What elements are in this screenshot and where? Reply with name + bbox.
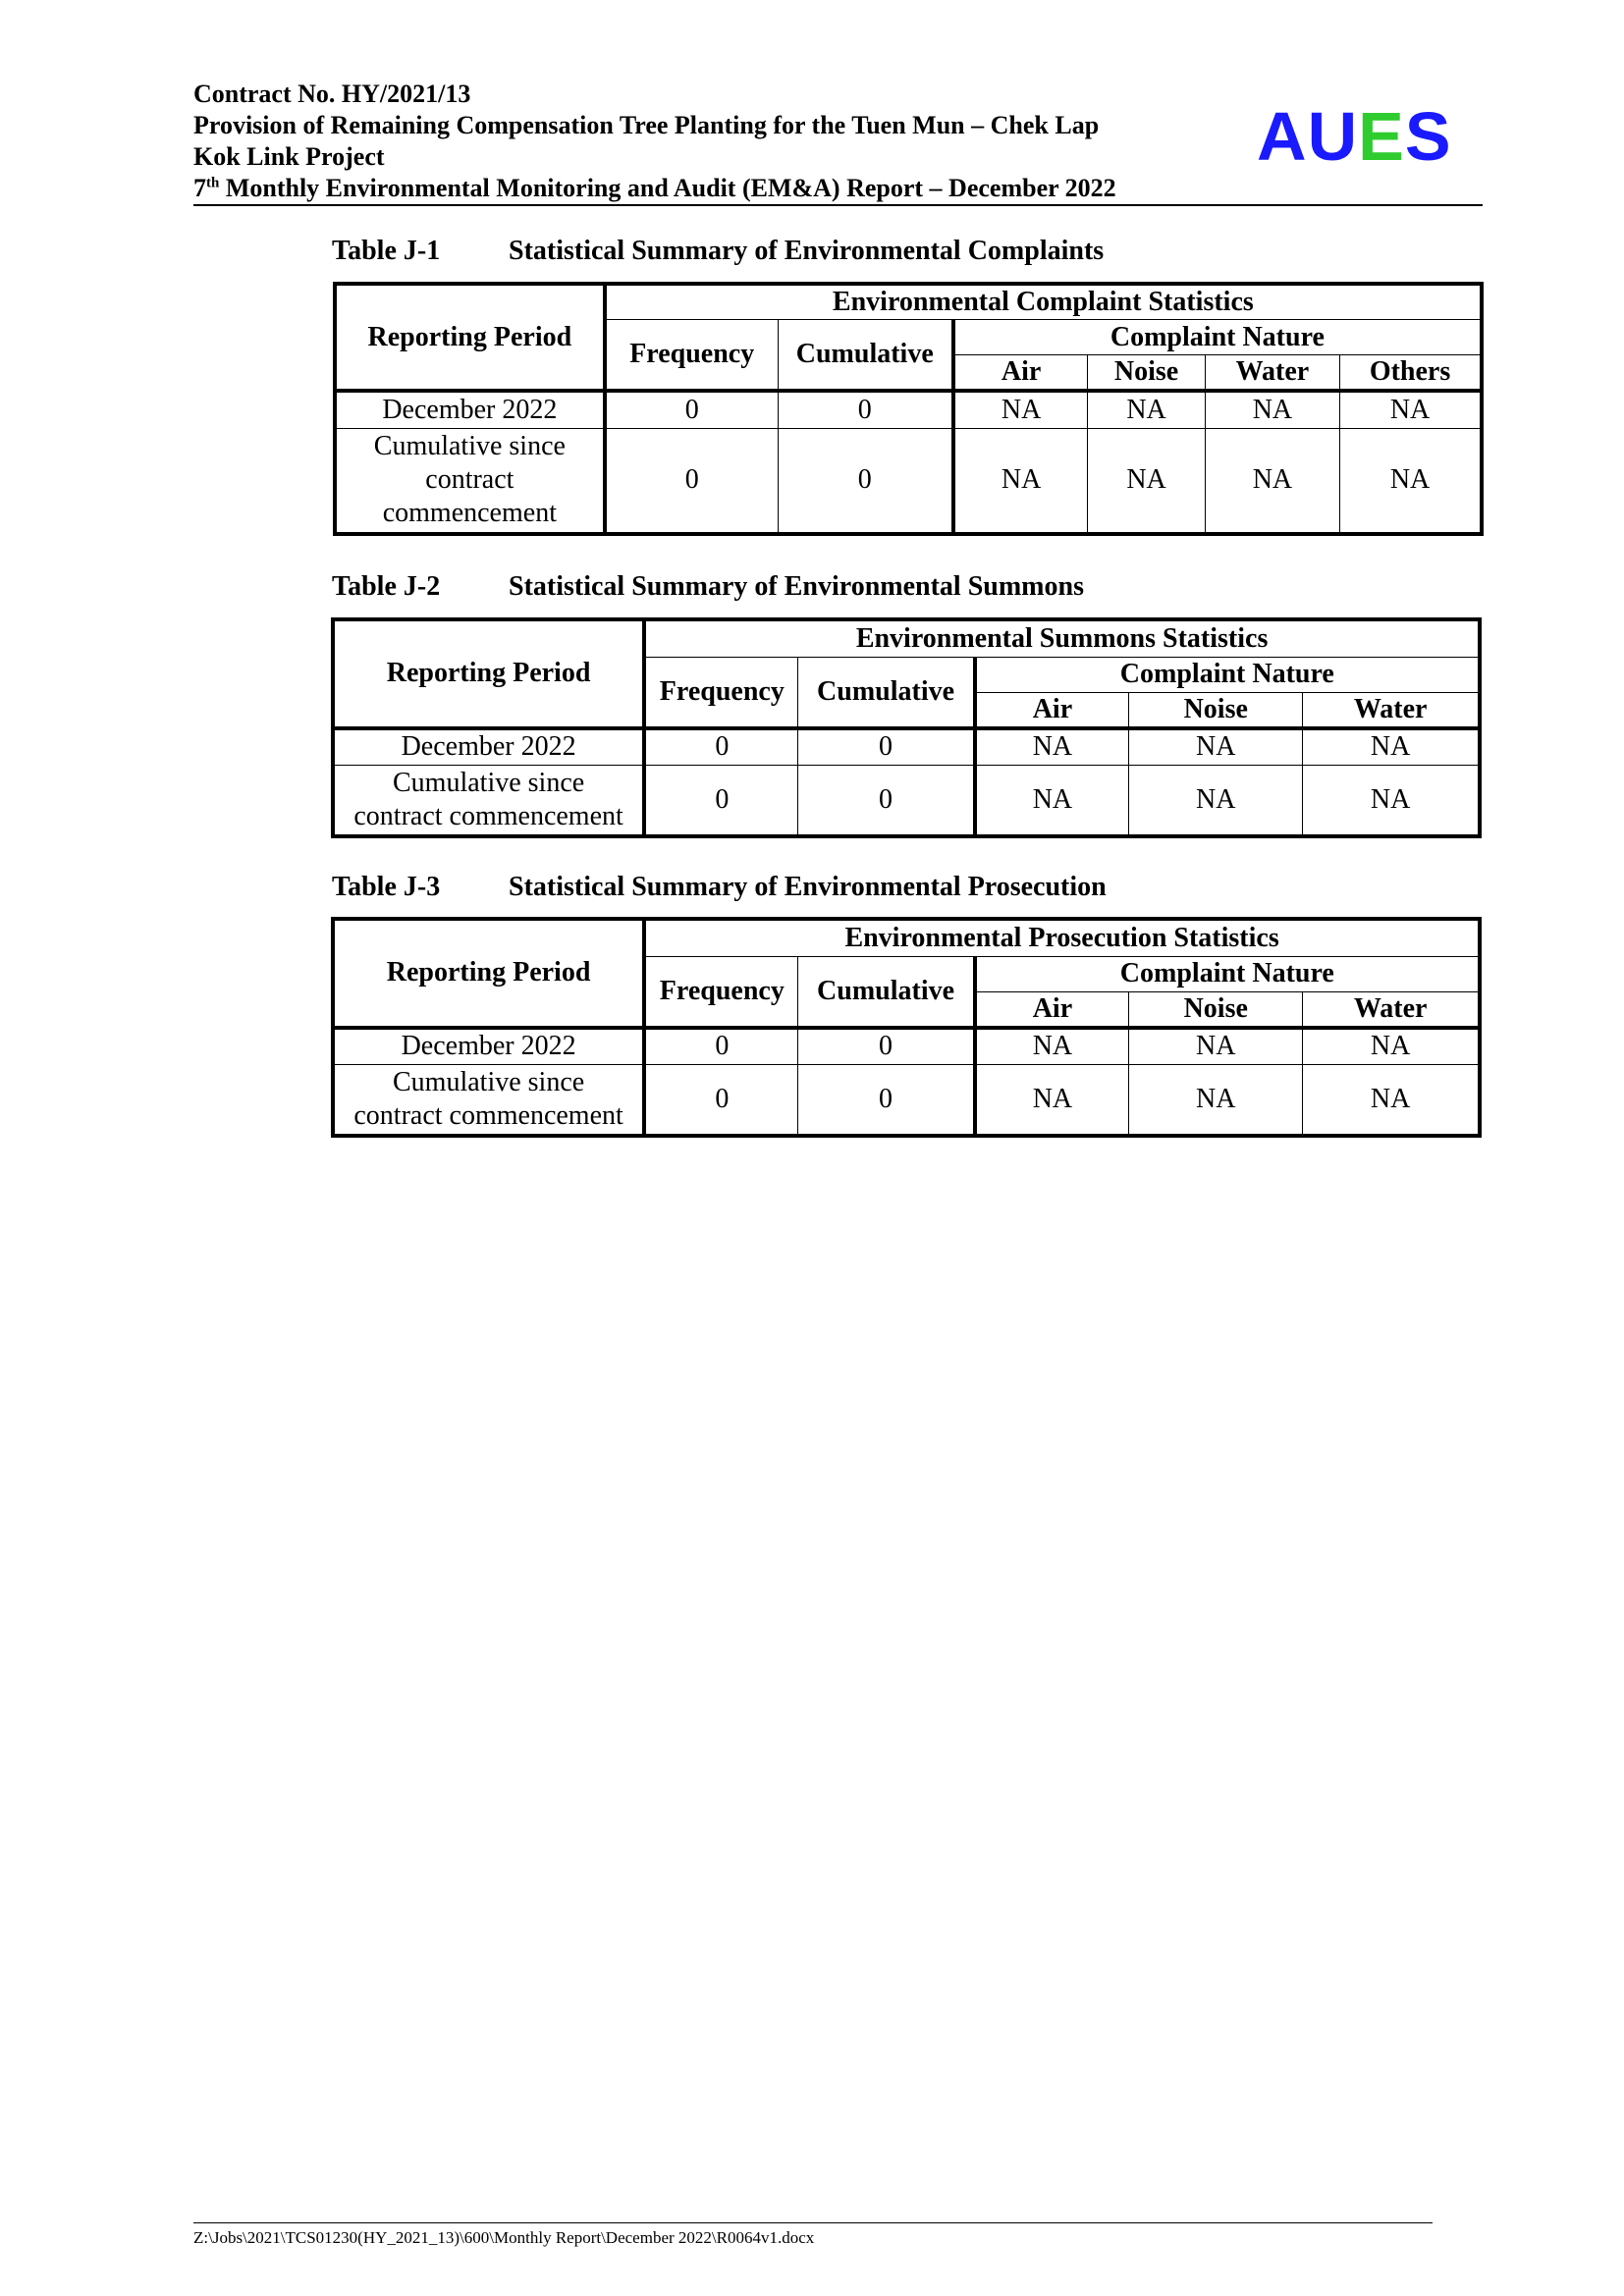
page-header — [193, 79, 1483, 206]
table-j2-row1-noise: NA — [1129, 728, 1303, 766]
table-j1-row2-air: NA — [953, 428, 1088, 534]
table-j2-nature-header: Complaint Nature — [975, 657, 1480, 692]
table-j2-label: Table J-2 — [332, 571, 441, 602]
table-j1-row2-others: NA — [1340, 428, 1482, 534]
table-j2-col-noise: Noise — [1129, 692, 1303, 728]
table-j3-row2-frequency: 0 — [644, 1065, 798, 1136]
table-j3-row1-water: NA — [1303, 1028, 1480, 1065]
table-j3-frequency-header: Frequency — [644, 956, 798, 1028]
table-j1-row2-cumulative: 0 — [778, 428, 953, 534]
report-title — [193, 173, 1215, 204]
aues-logo — [1257, 98, 1452, 175]
table-j1 — [333, 282, 1484, 536]
table-j1-row1-others: NA — [1340, 391, 1482, 428]
table-j2 — [331, 617, 1482, 838]
table-j3-row2-period: Cumulative since contract commencement — [333, 1065, 644, 1136]
table-j1-row1-period: December 2022 — [335, 391, 605, 428]
header-text-block — [193, 79, 1215, 204]
table-j2-col-water: Water — [1303, 692, 1480, 728]
table-j2-title: Statistical Summary of Environmental Summons — [509, 571, 1084, 602]
table-row — [333, 1065, 1480, 1136]
table-j1-row1-air: NA — [953, 391, 1088, 428]
table-j1-stats-header: Environmental Complaint Statistics — [605, 284, 1482, 320]
table-j2-row1-period: December 2022 — [333, 728, 644, 766]
table-j3-nature-header: Complaint Nature — [975, 956, 1480, 991]
project-title-line1: Provision of Remaining Compensation Tree Planting for the Tuen Mun – Chek Lap — [193, 111, 1100, 139]
report-title-text: Monthly Environmental Monitoring and Audit (EM&A) Report – December 2022 — [219, 174, 1116, 202]
table-j1-label: Table J-1 — [332, 236, 441, 266]
table-j1-row1-frequency: 0 — [605, 391, 779, 428]
table-j3 — [331, 917, 1482, 1138]
table-j1-title: Statistical Summary of Environmental Complaints — [509, 236, 1105, 266]
logo-letter-a: A — [1257, 98, 1308, 175]
table-j1-row2-noise: NA — [1088, 428, 1205, 534]
footer-divider — [193, 2222, 1433, 2223]
table-j1-cumulative-header: Cumulative — [778, 320, 953, 392]
table-j3-caption — [332, 872, 1107, 903]
table-j2-row2-cumulative: 0 — [798, 766, 975, 836]
logo-letter-e: E — [1358, 98, 1405, 175]
logo-letter-u: U — [1307, 98, 1359, 175]
table-j1-nature-header: Complaint Nature — [953, 320, 1482, 355]
table-j2-row1-frequency: 0 — [644, 728, 798, 766]
report-number: 7 — [193, 174, 206, 202]
table-row — [333, 766, 1480, 836]
table-row — [333, 1028, 1480, 1065]
table-j3-col-air: Air — [975, 991, 1129, 1028]
table-j3-title: Statistical Summary of Environmental Prosecution — [509, 872, 1107, 902]
table-j1-row1-water: NA — [1205, 391, 1339, 428]
table-j3-row1-frequency: 0 — [644, 1028, 798, 1065]
table-j3-row2-noise: NA — [1129, 1065, 1303, 1136]
table-j2-row2-frequency: 0 — [644, 766, 798, 836]
table-j1-row2-frequency: 0 — [605, 428, 779, 534]
table-j1-col-others: Others — [1340, 355, 1482, 392]
logo-letter-s: S — [1404, 98, 1452, 175]
table-j3-col-noise: Noise — [1129, 991, 1303, 1028]
table-j3-row1-air: NA — [975, 1028, 1129, 1065]
table-j3-period-header: Reporting Period — [333, 919, 644, 1028]
project-title-line2: Kok Link Project — [193, 142, 385, 171]
table-j2-row1-air: NA — [975, 728, 1129, 766]
table-j2-row1-cumulative: 0 — [798, 728, 975, 766]
table-j2-cumulative-header: Cumulative — [798, 657, 975, 728]
table-j2-period-header: Reporting Period — [333, 619, 644, 728]
table-j1-row2-water: NA — [1205, 428, 1339, 534]
table-row — [335, 391, 1482, 428]
table-j2-frequency-header: Frequency — [644, 657, 798, 728]
table-j1-col-air: Air — [953, 355, 1088, 392]
table-j1-row1-noise: NA — [1088, 391, 1205, 428]
table-j1-caption — [332, 236, 1104, 267]
table-j1-period-header: Reporting Period — [335, 284, 605, 391]
table-j3-col-water: Water — [1303, 991, 1480, 1028]
table-j3-row1-cumulative: 0 — [798, 1028, 975, 1065]
report-number-suffix: th — [206, 175, 220, 191]
table-j2-stats-header: Environmental Summons Statistics — [644, 619, 1480, 657]
table-j3-row1-noise: NA — [1129, 1028, 1303, 1065]
table-j3-stats-header: Environmental Prosecution Statistics — [644, 919, 1480, 956]
table-j1-col-noise: Noise — [1088, 355, 1205, 392]
contract-number: Contract No. HY/2021/13 — [193, 80, 471, 108]
table-j2-caption — [332, 571, 1084, 603]
table-j3-label: Table J-3 — [332, 872, 441, 902]
table-row — [335, 428, 1482, 534]
table-j1-col-water: Water — [1205, 355, 1339, 392]
table-j2-row2-air: NA — [975, 766, 1129, 836]
table-j1-row1-cumulative: 0 — [778, 391, 953, 428]
table-j3-row2-cumulative: 0 — [798, 1065, 975, 1136]
table-j2-row2-water: NA — [1303, 766, 1480, 836]
table-j3-cumulative-header: Cumulative — [798, 956, 975, 1028]
table-j3-row1-period: December 2022 — [333, 1028, 644, 1065]
footer-file-path: Z:\Jobs\2021\TCS01230(HY_2021_13)\600\Monthly Report\December 2022\R0064v1.docx — [193, 2228, 815, 2247]
table-j2-row2-period: Cumulative since contract commencement — [333, 766, 644, 836]
table-row — [333, 728, 1480, 766]
table-j2-row2-noise: NA — [1129, 766, 1303, 836]
table-j3-row2-water: NA — [1303, 1065, 1480, 1136]
table-j3-row2-air: NA — [975, 1065, 1129, 1136]
table-j2-row1-water: NA — [1303, 728, 1480, 766]
table-j2-col-air: Air — [975, 692, 1129, 728]
table-j1-frequency-header: Frequency — [605, 320, 779, 392]
table-j1-row2-period: Cumulative since contract commencement — [335, 428, 605, 534]
